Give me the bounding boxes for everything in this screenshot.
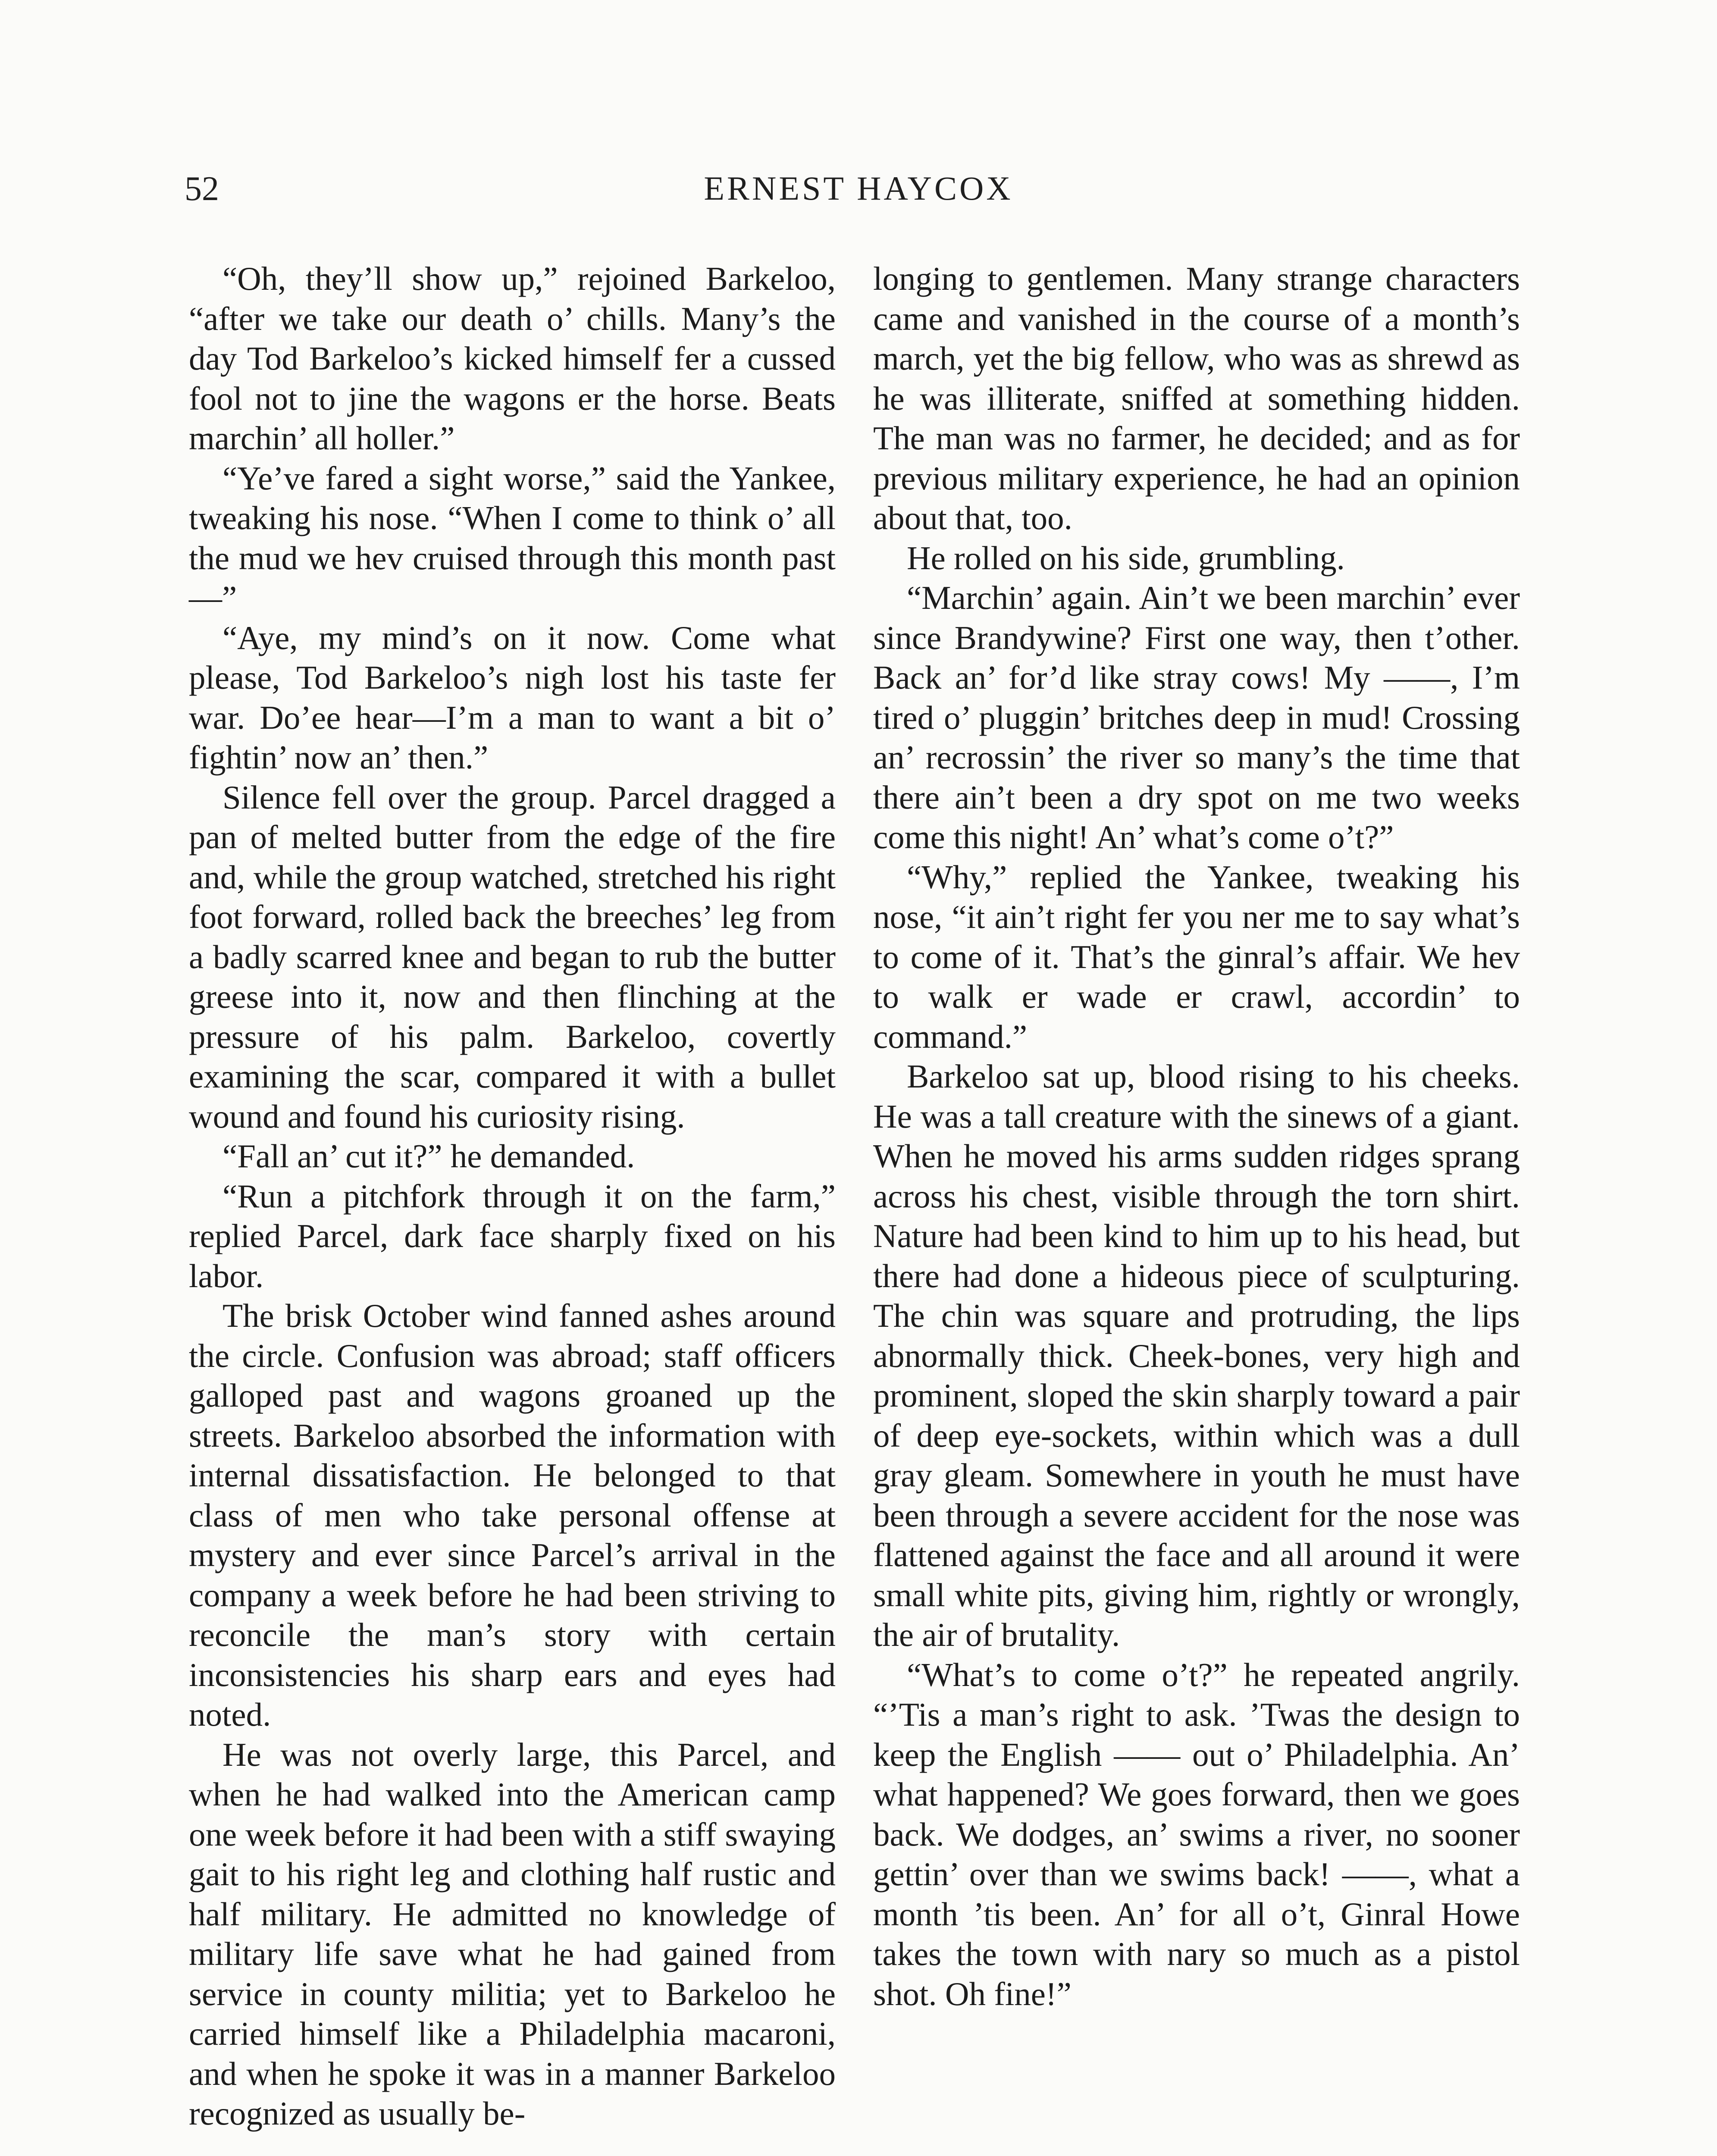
page-number: 52	[185, 170, 219, 208]
paragraph: “Marchin’ again. Ain’t we been marchin’ ever since Brandywine? First one way, then t’other. Back an’ for’d like stray cows! My ——, I’m tired o’ pluggin’ britches deep in mud! Crossing an’ recrossin’ the river so many’s the time that there ain’t been a dry spot on me two weeks come this night! An’ what’s come o’t?”	[873, 579, 1520, 856]
paragraph: longing to gentlemen. Many strange characters came and vanished in the course of a month’s march, yet the big fellow, who was as shrewd as he was illiterate, sniffed at something hidden. The man was no farmer, he decided; and as for previous military experience, he had an opinion about that, too.	[873, 260, 1520, 536]
running-head-author: ERNEST HAYCOX	[704, 169, 1013, 207]
paragraph: The brisk October wind fanned ashes around the circle. Confusion was abroad; staff officers galloped past and wagons groaned up the streets. Barkeloo absorbed the information with internal dissatisfaction. He belonged to that class of men who take personal offense at mystery and ever since Parcel’s arrival in the company a week before he had been striving to reconcile the man’s story with certain inconsistencies his sharp ears and eyes had noted.	[189, 1297, 836, 1733]
paragraph: “Aye, my mind’s on it now. Come what please, Tod Barkeloo’s nigh lost his taste fer war. Do’ee hear—I’m a man to want a bit o’ fightin’ now an’ then.”	[189, 619, 836, 776]
paragraph: Barkeloo sat up, blood rising to his cheeks. He was a tall creature with the sinews of a giant. When he moved his arms sudden ridges sprang across his chest, visible through the torn shirt. Nature had been kind to him up to his head, but there had done a hideous piece of sculpturing. The chin was square and protruding, the lips abnormally thick. Cheek-bones, very high and prominent, sloped the skin sharply toward a pair of deep eye-sockets, within which was a dull gray gleam. Somewhere in youth he must have been through a severe accident for the nose was flattened against the face and all around it were small white pits, giving him, rightly or wrongly, the air of brutality.	[873, 1058, 1520, 1653]
text-column-left	[189, 259, 836, 2134]
text-column-right	[873, 259, 1520, 2014]
paragraph: He was not overly large, this Parcel, and when he had walked into the American camp one week before it had been with a stiff swaying gait to his right leg and clothing half rustic and half military. He admitted no knowledge of military life save what he had gained from service in county militia; yet to Barkeloo he carried himself like a Philadelphia macaroni, and when he spoke it was in a manner Barkeloo recognized as usually be-	[189, 1736, 836, 2132]
paragraph: “What’s to come o’t?” he repeated angrily. “’Tis a man’s right to ask. ’Twas the design to keep the English —— out o’ Philadelphia. An’ what happened? We goes forward, then we goes back. We dodges, an’ swims a river, no sooner gettin’ over than we swims back! ——, what a month ’tis been. An’ for all o’t, Ginral Howe takes the town with nary so much as a pistol shot. Oh fine!”	[873, 1656, 1520, 2012]
paragraph: He rolled on his side, grumbling.	[907, 539, 1345, 577]
paragraph: “Run a pitchfork through it on the farm,” replied Parcel, dark face sharply fixed on his labor.	[189, 1177, 836, 1294]
paragraph: “Oh, they’ll show up,” rejoined Barkeloo, “after we take our death o’ chills. Many’s the day Tod Barkeloo’s kicked himself fer a cussed fool not to jine the wagons er the horse. Beats marchin’ all holler.”	[189, 260, 836, 457]
paragraph: “Ye’ve fared a sight worse,” said the Yankee, tweaking his nose. “When I come to think o’ all the mud we hev cruised through this month past—”	[189, 459, 836, 616]
paragraph: Silence fell over the group. Parcel dragged a pan of melted butter from the edge of the fire and, while the group watched, stretched his right foot forward, rolled back the breeches’ leg from a badly scarred knee and began to rub the butter greese into it, now and then flinching at the pressure of his palm. Barkeloo, covertly examining the scar, compared it with a bullet wound and found his curiosity rising.	[189, 778, 836, 1135]
paragraph: “Fall an’ cut it?” he demanded.	[222, 1138, 635, 1175]
paragraph: “Why,” replied the Yankee, tweaking his nose, “it ain’t right fer you ner me to say what’s to come of it. That’s the ginral’s affair. We hev to walk er wade er crawl, accordin’ to command.”	[873, 858, 1520, 1055]
